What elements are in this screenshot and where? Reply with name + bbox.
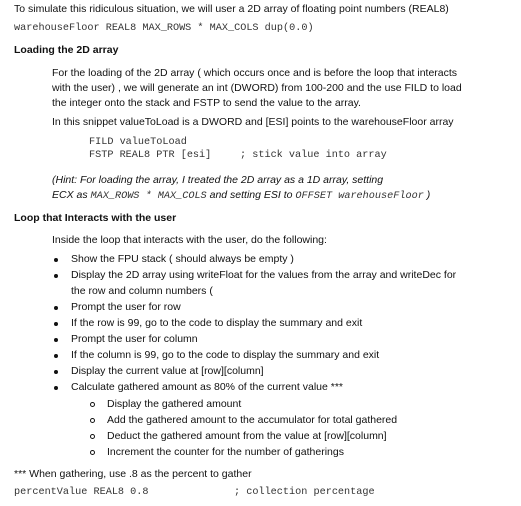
fild-code: FILD valueToLoad [89,137,187,148]
sub-bullet-circle [90,434,95,439]
hint-line-1: (Hint: For loading the array, I treated the 2D array as a 1D array, setting [52,174,384,186]
fstp-code: FSTP REAL8 PTR [esi] [89,150,212,161]
bullet-dot [54,338,58,342]
bullet-item: Display the 2D array using writeFloat for the values from the array and writeDec for [71,269,457,281]
bullet-dot [54,274,58,278]
array-declaration-code: warehouseFloor REAL8 MAX_ROWS * MAX_COLS dup(0.0) [14,23,314,34]
sub-bullet-item: Add the gathered amount to the accumulator for total gathered [107,414,398,426]
loading-para-line-2: with the user) , we will generate an int (DWORD) from 100-200 and the use FILD to load [52,82,462,94]
loading-para-line-3: the integer onto the stack and FSTP to send the value to the array. [52,97,361,109]
bullet-item-continuation: the row and column numbers ( [71,285,213,297]
bullet-dot [54,354,58,358]
loop-heading: Loop that Interacts with the user [14,212,177,224]
bullet-dot [54,322,58,326]
fstp-comment: ; stick value into array [240,150,387,161]
bullet-item: Prompt the user for row [71,301,181,313]
sub-bullet-item: Increment the counter for the number of gatherings [107,446,344,458]
sub-bullet-item: Display the gathered amount [107,398,242,410]
sub-bullet-circle [90,418,95,423]
bullet-dot [54,386,58,390]
bullet-item: Prompt the user for column [71,333,198,345]
loading-para-line-1: For the loading of the 2D array ( which occurs once and is before the loop that interacts [52,67,458,79]
bullet-dot [54,306,58,310]
bullet-dot [54,370,58,374]
intro-text: To simulate this ridiculous situation, we will user a 2D array of floating point numbers (REAL8) [14,3,449,15]
sub-bullet-circle [90,450,95,455]
loop-intro: Inside the loop that interacts with the user, do the following: [52,234,327,246]
sub-bullet-circle [90,402,95,407]
bullet-item: Show the FPU stack ( should always be empty ) [71,253,294,265]
bullet-item: If the row is 99, go to the code to display the summary and exit [71,317,363,329]
hint-line-2: ECX as MAX_ROWS * MAX_COLS and setting ESI to OFFSET warehouseFloor ) [52,189,431,202]
sub-bullet-item: Deduct the gathered amount from the value at [row][column] [107,430,387,442]
bullet-item: Calculate gathered amount as 80% of the current value *** [71,381,344,393]
percent-value-comment: ; collection percentage [234,487,375,498]
bullet-item: If the column is 99, go to the code to display the summary and exit [71,349,380,361]
bullet-dot [54,258,58,262]
bullet-item: Display the current value at [row][column] [71,365,264,377]
snippet-description: In this snippet valueToLoad is a DWORD and [ESI] points to the warehouseFloor array [52,116,454,128]
loading-heading: Loading the 2D array [14,44,119,56]
percent-value-code: percentValue REAL8 0.8 [14,487,149,498]
gather-note: *** When gathering, use .8 as the percent to gather [14,468,252,480]
